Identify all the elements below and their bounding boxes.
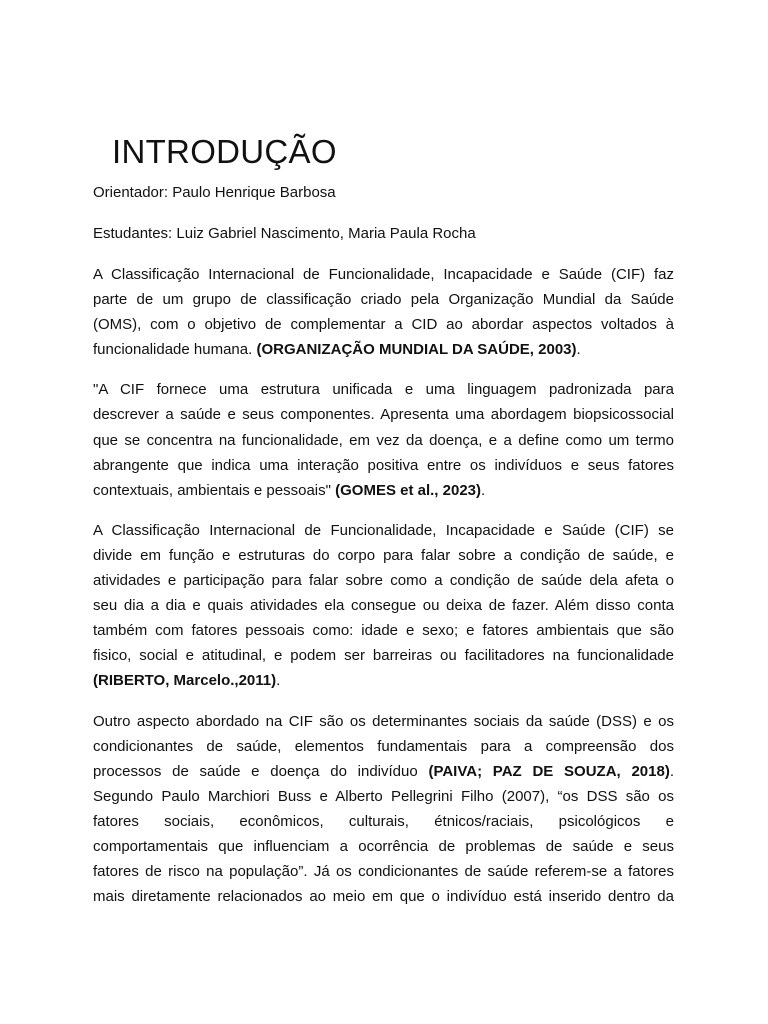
- paragraph-line: [93, 859, 674, 884]
- line-text: comportamentais que influenciam a ocorrência de problemas de saúde e seus: [93, 837, 674, 855]
- citation: (PAIVA; PAZ DE SOUZA, 2018): [428, 762, 670, 780]
- paragraph-line: [93, 784, 674, 809]
- line-text: A Classificação Internacional de Funcionalidade, Incapacidade e Saúde (CIF) se: [93, 521, 674, 539]
- paragraph-line: [93, 568, 674, 593]
- paragraph-line: [93, 709, 674, 734]
- citation: (ORGANIZAÇÃO MUNDIAL DA SAÚDE, 2003): [256, 341, 577, 359]
- line-text: (OMS), com o objetivo de complementar a CID ao abordar aspectos voltados à: [93, 316, 674, 334]
- line-text: Segundo Paulo Marchiori Buss e Alberto Pellegrini Filho (2007), “os DSS são os: [93, 787, 674, 805]
- punctuation: .: [276, 672, 281, 690]
- section-title: INTRODUÇÃO: [112, 133, 337, 170]
- paragraph-line: [93, 834, 674, 859]
- line-text: divide em função e estruturas do corpo para falar sobre a condição de saúde, e: [93, 546, 674, 564]
- line-text: fatores sociais, econômicos, culturais, étnicos/raciais, psicológicos e: [93, 812, 674, 830]
- line-text: descrever a saúde e seus componentes. Apresenta uma abordagem biopsicossocial: [93, 406, 674, 424]
- paragraphs-container: [93, 262, 674, 909]
- line-text: processos de saúde e doença do indivíduo: [93, 762, 429, 780]
- paragraph-line: [93, 518, 674, 543]
- paragraph-line: [93, 402, 674, 427]
- paragraph-line: [93, 668, 674, 693]
- body-paragraph: [93, 518, 674, 694]
- line-text: contextuais, ambientais e pessoais": [93, 481, 336, 499]
- citation: (RIBERTO, Marcelo.,2011): [93, 672, 277, 690]
- paragraph-line: [93, 337, 674, 362]
- citation: (GOMES et al., 2023): [335, 481, 482, 499]
- paragraph-line: [93, 884, 674, 909]
- line-text: seu dia a dia e quais atividades ela consegue ou deixa de fazer. Além disso conta: [93, 597, 674, 615]
- paragraph-line: [93, 287, 674, 312]
- punctuation: .: [481, 481, 486, 499]
- line-text: parte de um grupo de classificação criado pela Organização Mundial da Saúde: [93, 291, 674, 309]
- line-text: fatores de risco na população”. Já os condicionantes de saúde referem-se a fatores: [93, 863, 674, 881]
- paragraph-line: [93, 618, 674, 643]
- line-text: mais diretamente relacionados ao meio em que o indivíduo está inserido dentro da: [93, 888, 674, 906]
- paragraph-line: [93, 593, 674, 618]
- line-text: Outro aspecto abordado na CIF são os determinantes sociais da saúde (DSS) e os: [93, 712, 674, 730]
- paragraph-line: [93, 759, 674, 784]
- line-text: "A CIF fornece uma estrutura unificada e uma linguagem padronizada para: [93, 381, 674, 399]
- line-text: também com fatores pessoais como: idade e sexo; e fatores ambientais que são: [93, 622, 674, 640]
- paragraph-line: [93, 453, 674, 478]
- line-text: abrangente que indica uma interação positiva entre os indivíduos e seus fatores: [93, 456, 674, 474]
- paragraph-line: [93, 643, 674, 668]
- body-paragraph: [93, 377, 674, 502]
- advisor-line: Orientador: Paulo Henrique Barbosa: [93, 184, 336, 201]
- paragraph-line: [93, 734, 674, 759]
- line-text: A Classificação Internacional de Funcionalidade, Incapacidade e Saúde (CIF) faz: [93, 266, 674, 283]
- students-line: Estudantes: Luiz Gabriel Nascimento, Maria Paula Rocha: [93, 225, 476, 242]
- body-paragraph: [93, 709, 674, 910]
- line-text: funcionalidade humana.: [93, 341, 257, 359]
- punctuation: .: [669, 762, 674, 780]
- line-text: condicionantes de saúde, elementos fundamentais para a compreensão dos: [93, 737, 674, 755]
- paragraph-line: [93, 543, 674, 568]
- paragraph-line: [93, 478, 674, 503]
- line-text: atividades e participação para falar sobre como a condição de saúde dela afeta o: [93, 572, 674, 590]
- line-text: fisico, social e atitudinal, e podem ser barreiras ou facilitadores na funcionalidade: [93, 647, 674, 665]
- body-paragraph: [93, 262, 674, 362]
- paragraph-line: [93, 262, 674, 287]
- line-text: que se concentra na funcionalidade, em vez da doença, e a define como um termo: [93, 431, 674, 449]
- paragraph-line: [93, 312, 674, 337]
- paragraph-line: [93, 428, 674, 453]
- punctuation: .: [576, 341, 581, 359]
- document-body: [93, 180, 674, 924]
- paragraph-line: [93, 377, 674, 402]
- paragraph-line: [93, 809, 674, 834]
